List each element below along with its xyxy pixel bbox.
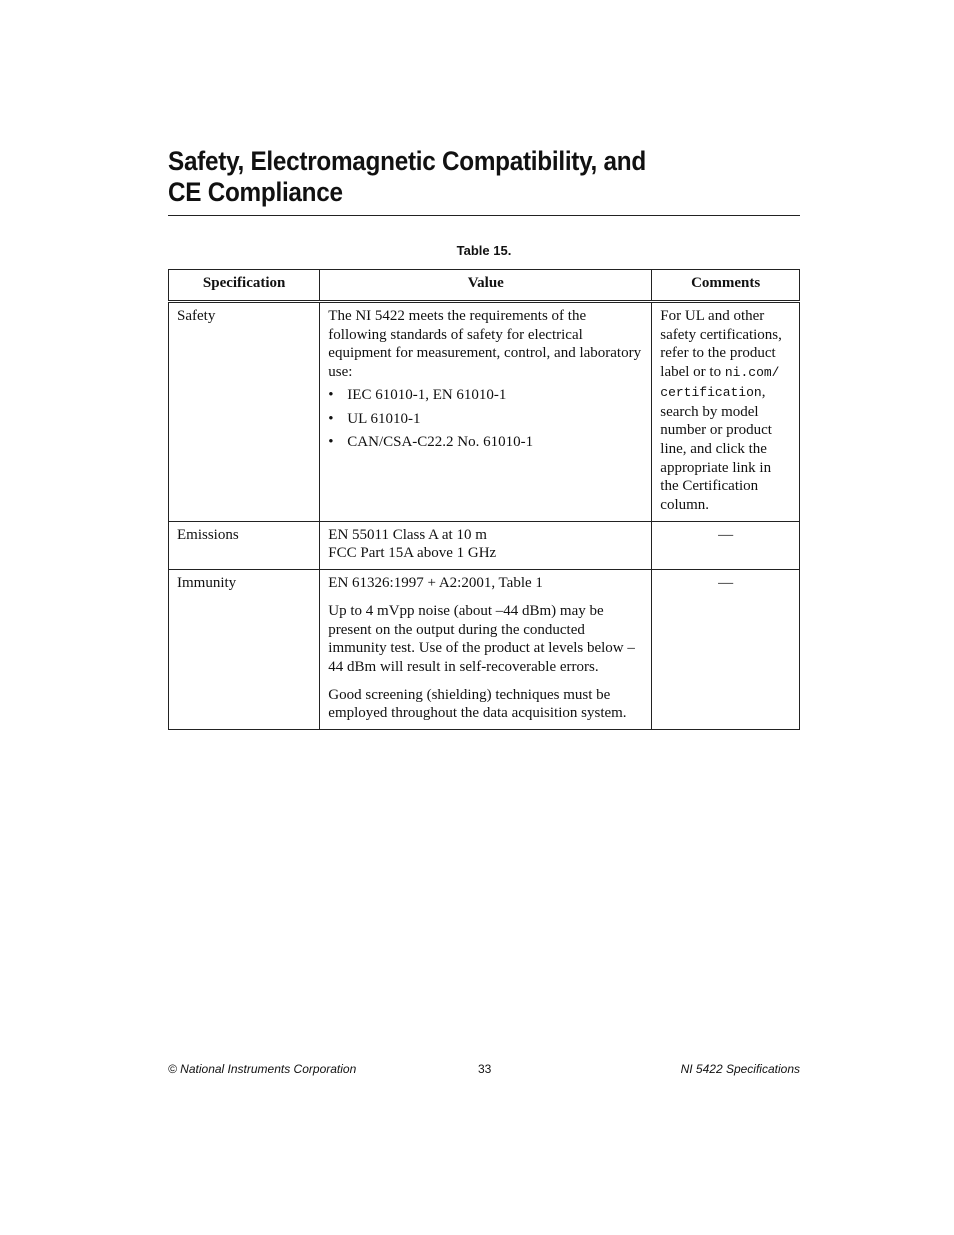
table-row-emissions bbox=[169, 521, 800, 569]
page-title-line2: CE Compliance bbox=[168, 177, 343, 207]
list-item: • IEC 61010-1, EN 61010-1 bbox=[328, 386, 507, 403]
spec-table bbox=[168, 269, 800, 730]
cell-spec-safety: Safety bbox=[169, 302, 320, 522]
cell-value-emissions bbox=[320, 521, 652, 569]
safety-intro: The NI 5422 meets the requirements of the following standards of safety for electrical equipment for measurement, control, and laboratory use: bbox=[328, 308, 642, 381]
bullet-icon: • bbox=[328, 410, 334, 427]
table-row-immunity bbox=[169, 570, 800, 730]
header-comments: Comments bbox=[652, 270, 800, 302]
page-title bbox=[168, 146, 737, 208]
title-rule bbox=[168, 215, 800, 216]
page-title-line1: Safety, Electromagnetic Compatibility, and bbox=[168, 146, 646, 176]
comments-safety-post: , search by model number or product line, and click the appropriate link in the Certification column. bbox=[660, 383, 772, 514]
footer-copyright: © National Instruments Corporation bbox=[168, 1062, 357, 1076]
cell-value-immunity bbox=[320, 570, 652, 730]
header-specification: Specification bbox=[169, 270, 320, 302]
comments-safety-pre: For UL and other safety certifications, refer to the product label or to bbox=[660, 308, 782, 381]
table-caption: Table 15. bbox=[456, 243, 512, 258]
cell-value-safety bbox=[320, 302, 652, 522]
list-item: • CAN/CSA-C22.2 No. 61010-1 bbox=[328, 434, 534, 451]
footer-doc-title: NI 5422 Specifications bbox=[680, 1062, 800, 1076]
immunity-noise-note: Up to 4 mVpp noise (about –44 dBm) may be present on the output during the conducted immunity test. Use of the product at levels below –44 dBm will result in self-recoverable errors. bbox=[328, 602, 635, 675]
certification-link[interactable]: ni.com/ certification bbox=[660, 365, 780, 400]
cell-spec-immunity: Immunity bbox=[169, 570, 320, 730]
immunity-standard: EN 61326:1997 + A2:2001, Table 1 bbox=[328, 575, 543, 592]
header-value: Value bbox=[320, 270, 652, 302]
emissions-line2: FCC Part 15A above 1 GHz bbox=[328, 545, 497, 562]
bullet-icon: • bbox=[328, 434, 334, 451]
table-row-safety bbox=[169, 302, 800, 522]
bullet-icon: • bbox=[328, 386, 334, 403]
cell-comments-immunity: — bbox=[652, 570, 800, 730]
safety-standards-list bbox=[328, 386, 643, 452]
cell-comments-emissions: — bbox=[652, 521, 800, 569]
cell-spec-emissions: Emissions bbox=[169, 521, 320, 569]
list-item: • UL 61010-1 bbox=[328, 410, 421, 427]
cell-comments-safety bbox=[652, 302, 800, 522]
immunity-shielding-note: Good screening (shielding) techniques must be employed throughout the data acquisition system. bbox=[328, 686, 627, 722]
footer-page-number: 33 bbox=[478, 1062, 492, 1076]
emissions-line1: EN 55011 Class A at 10 m bbox=[328, 526, 487, 543]
table-header-row bbox=[169, 270, 800, 302]
